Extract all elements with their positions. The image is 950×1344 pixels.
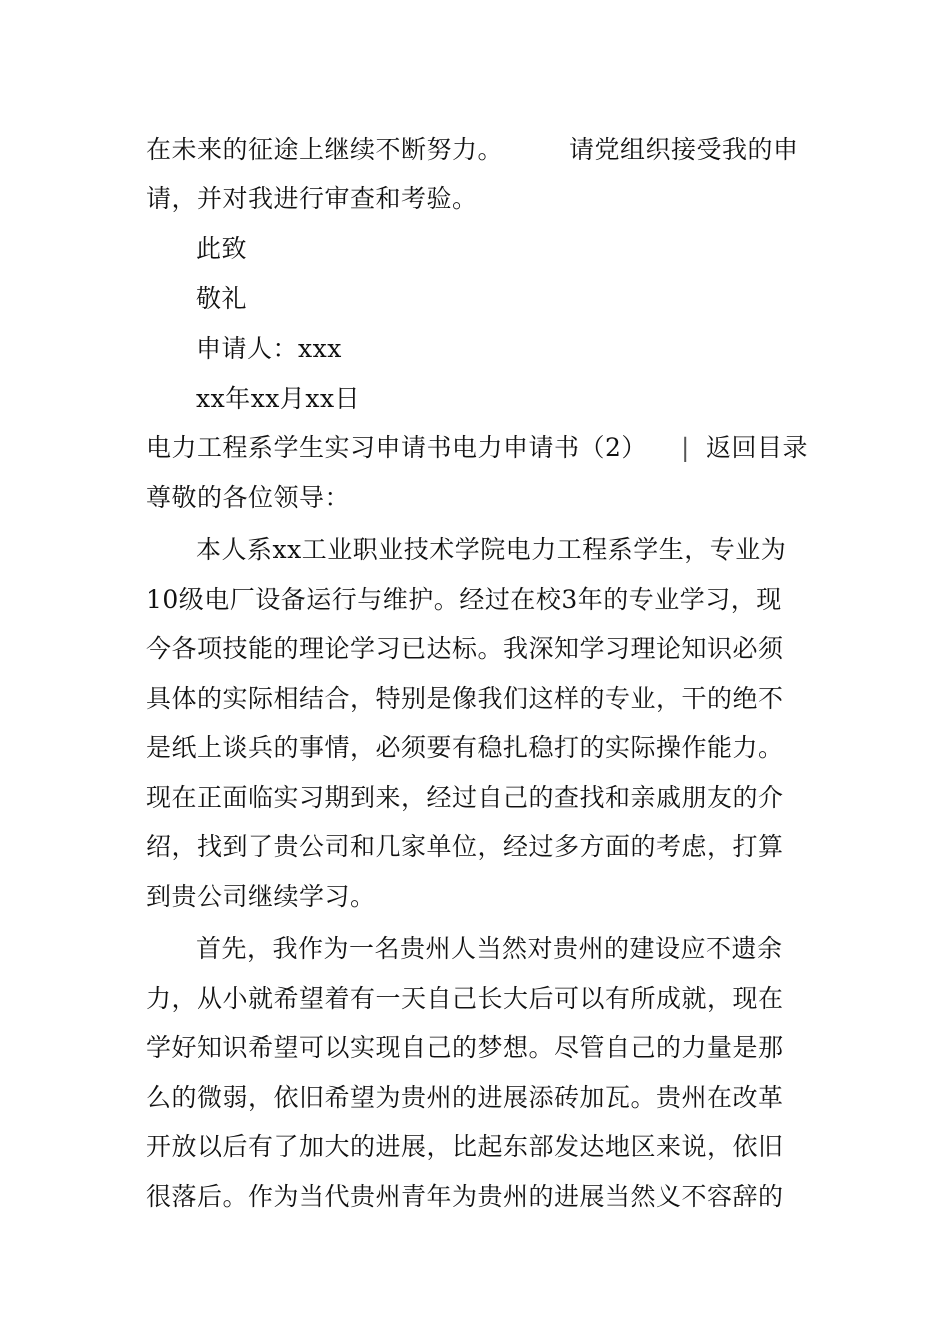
back-to-contents-link[interactable]: 返回目录 bbox=[705, 433, 808, 462]
paragraph-line: 绍，找到了贵公司和几家单位，经过多方面的考虑，打算 bbox=[146, 832, 784, 861]
paragraph-line: 力，从小就希望着有一天自己长大后可以有所成就，现在 bbox=[146, 984, 784, 1013]
paragraph-line: 首先，我作为一名贵州人当然对贵州的建设应不遗余 bbox=[196, 934, 783, 963]
greeting: 尊敬的各位领导： bbox=[146, 483, 351, 512]
text-line: 请，并对我进行审查和考验。 bbox=[146, 184, 478, 213]
section-title: 电力工程系学生实习申请书电力申请书（2） bbox=[146, 433, 647, 462]
paragraph-line: 今各项技能的理论学习已达标。我深知学习理论知识必须 bbox=[146, 634, 784, 663]
closing-salutation: 此致 bbox=[196, 234, 248, 263]
paragraph-line: 开放以后有了加大的进展，比起东部发达地区来说，依旧 bbox=[146, 1132, 784, 1161]
paragraph-line: 现在正面临实习期到来，经过自己的查找和亲戚朋友的介 bbox=[146, 783, 784, 812]
paragraph-line: 具体的实际相结合，特别是像我们这样的专业，干的绝不 bbox=[146, 684, 784, 713]
signature-date: xx年xx月xx日 bbox=[196, 384, 361, 413]
text-line bbox=[146, 130, 808, 170]
section-title-row bbox=[146, 428, 808, 468]
paragraph-line: 本人系xx工业职业技术学院电力工程系学生，专业为 bbox=[196, 535, 787, 564]
applicant-signature: 申请人：xxx bbox=[196, 334, 342, 363]
text-segment: 在未来的征途上继续不断努力。 bbox=[146, 135, 504, 164]
paragraph-line: 学好知识希望可以实现自己的梦想。尽管自己的力量是那 bbox=[146, 1033, 784, 1062]
closing-respect: 敬礼 bbox=[196, 284, 248, 313]
title-separator: | bbox=[681, 433, 690, 462]
paragraph-line: 到贵公司继续学习。 bbox=[146, 882, 376, 911]
text-segment: 请党组织接受我的申 bbox=[569, 135, 799, 164]
paragraph-line: 么的微弱，依旧希望为贵州的进展添砖加瓦。贵州在改革 bbox=[146, 1083, 784, 1112]
paragraph-line: 很落后。作为当代贵州青年为贵州的进展当然义不容辞的 bbox=[146, 1182, 784, 1211]
paragraph-line: 是纸上谈兵的事情，必须要有稳扎稳打的实际操作能力。 bbox=[146, 733, 784, 762]
paragraph-line: 10级电厂设备运行与维护。经过在校3年的专业学习，现 bbox=[146, 585, 782, 614]
